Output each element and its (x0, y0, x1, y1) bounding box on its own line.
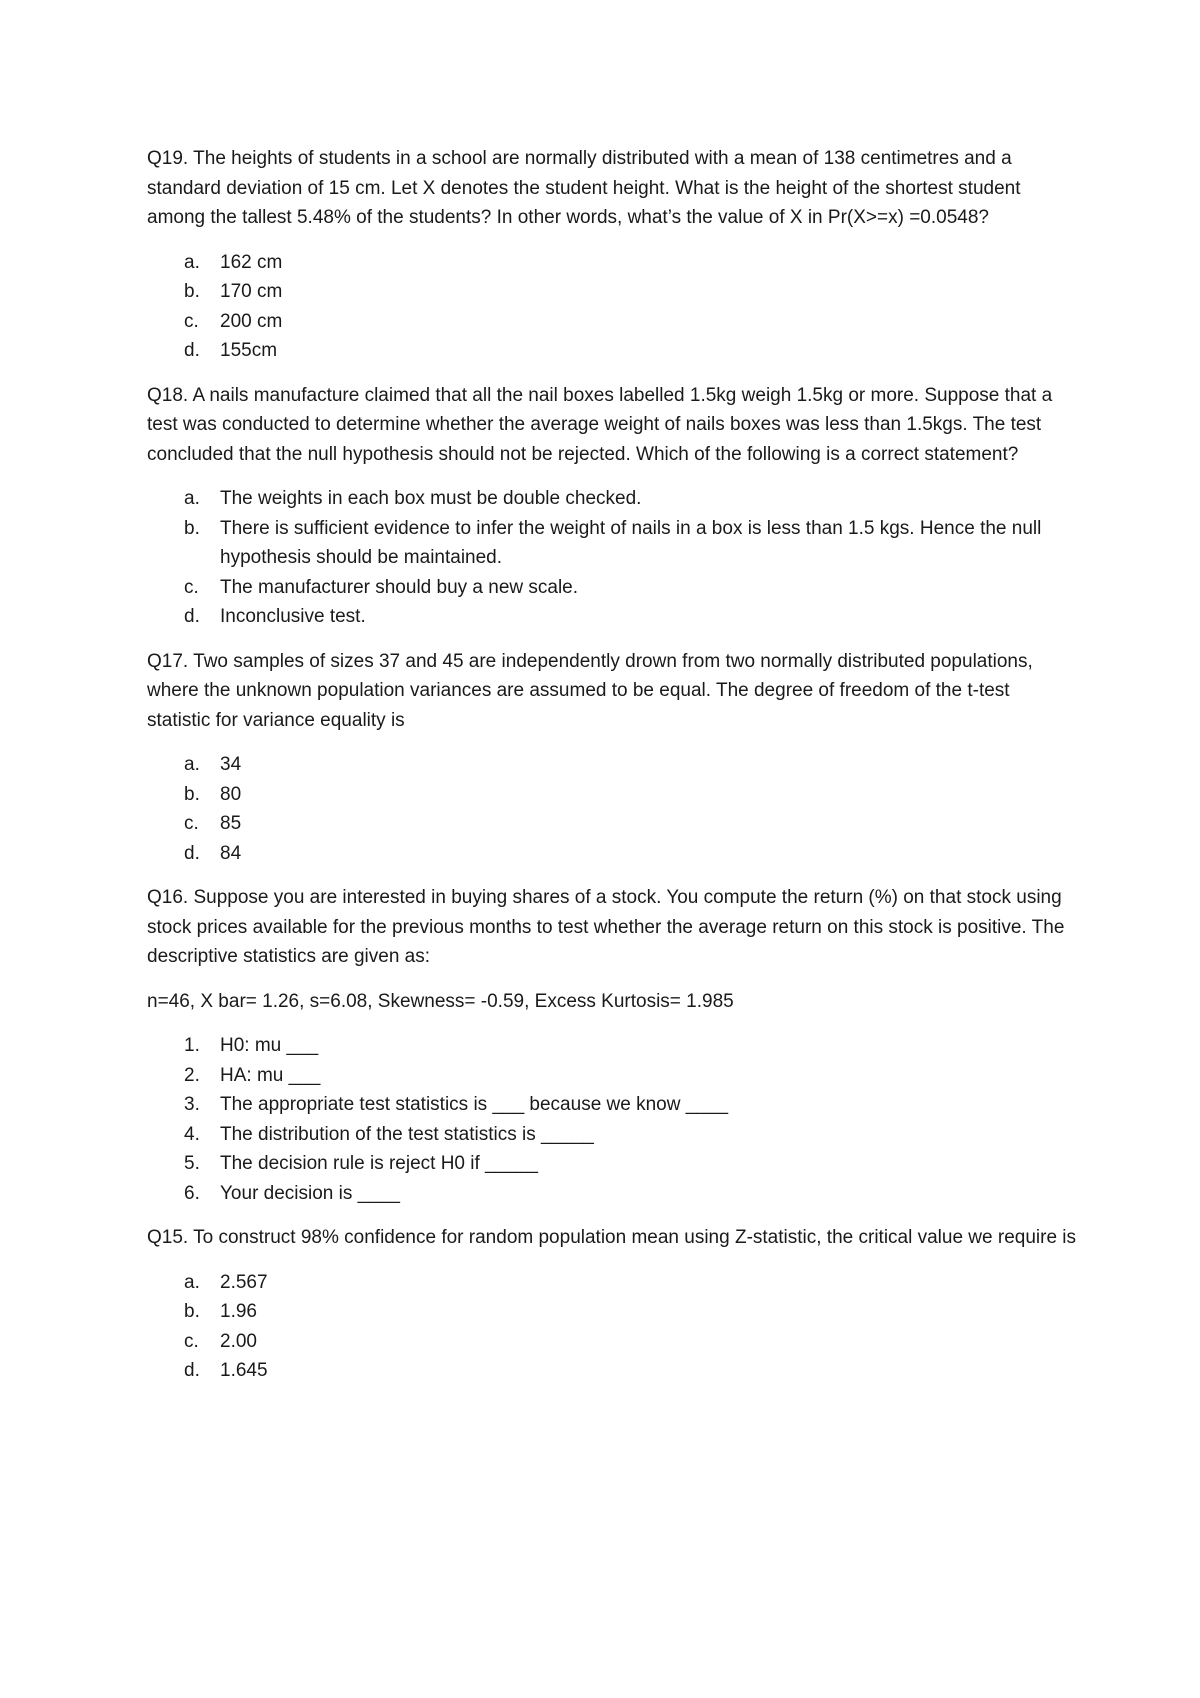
option-item (147, 1268, 1077, 1298)
option-item (147, 573, 1077, 603)
question-number: Q18. (147, 384, 189, 406)
options-list-q17 (147, 750, 1077, 868)
option-text: 200 cm (220, 310, 283, 332)
option-marker: d. (184, 1360, 200, 1381)
option-text: 2.00 (220, 1330, 257, 1352)
question-body: A nails manufacture claimed that all the nail boxes labelled 1.5kg weigh 1.5kg or more. Suppose that a test was conducted to determine whether the average weight of nails boxes was less than 1.5kgs. The test concluded that the null hypothesis should not be rejected. Which of the following is a correct statement? (147, 384, 1053, 465)
option-marker: c. (184, 813, 199, 834)
options-list-q16 (147, 1031, 1077, 1208)
question-number: Q17. (147, 650, 189, 672)
option-item (147, 307, 1077, 337)
option-marker: b. (184, 1301, 200, 1322)
option-marker: 4. (184, 1123, 200, 1145)
option-marker: b. (184, 517, 200, 539)
option-text: 34 (220, 754, 242, 775)
option-text: The manufacturer should buy a new scale. (220, 576, 579, 598)
option-item (147, 1179, 1077, 1209)
option-item (147, 514, 1077, 573)
question-text-q19 (147, 144, 1077, 233)
question-number: Q16. (147, 887, 189, 908)
option-item (147, 839, 1077, 869)
options-list-q15 (147, 1268, 1077, 1386)
option-marker: d. (184, 842, 200, 864)
question-body: The heights of students in a school are normally distributed with a mean of 138 centimetres and a standard deviation of 15 cm. Let X denotes the student height. What is the height of the shortest student among the tallest 5.48% of the students? In other words, what’s the value of X in Pr(X>=x) =0.0548? (147, 148, 1021, 228)
option-item (147, 1090, 1077, 1120)
question-body: Two samples of sizes 37 and 45 are independently drown from two normally distributed populations, where the unknown population variances are assumed to be equal. The degree of freedom of the t-test statistic for variance equality is (147, 650, 1033, 731)
option-text: HA: mu ___ (220, 1064, 321, 1086)
option-marker: c. (184, 310, 199, 332)
option-item (147, 1356, 1077, 1386)
option-text: The distribution of the test statistics is _____ (220, 1123, 594, 1145)
option-marker: 1. (184, 1035, 200, 1056)
option-text: 85 (220, 813, 242, 834)
option-text: 162 cm (220, 251, 283, 273)
option-marker: b. (184, 783, 200, 805)
option-item (147, 248, 1077, 278)
options-list-q19 (147, 248, 1077, 366)
option-text: The appropriate test statistics is ___ because we know ____ (220, 1094, 729, 1115)
question-block-q17 (147, 647, 1077, 869)
option-item (147, 336, 1077, 366)
question-block-q18 (147, 381, 1077, 632)
option-marker: c. (184, 1330, 199, 1352)
option-text: 170 cm (220, 281, 283, 302)
option-item (147, 1120, 1077, 1150)
question-number: Q15. (147, 1227, 189, 1248)
option-item (147, 780, 1077, 810)
option-item (147, 1149, 1077, 1179)
option-item (147, 277, 1077, 307)
question-text-q17 (147, 647, 1077, 736)
option-marker: 3. (184, 1094, 200, 1115)
option-text: 80 (220, 783, 242, 805)
option-text: The weights in each box must be double checked. (220, 488, 642, 509)
option-item (147, 1031, 1077, 1061)
question-body: Suppose you are interested in buying shares of a stock. You compute the return (%) on that stock using stock prices available for the previous months to test whether the average return on this stock is positive. The descriptive statistics are given as: (147, 887, 1065, 967)
option-text: 84 (220, 842, 242, 864)
question-text-q15 (147, 1223, 1077, 1253)
question-number: Q19. (147, 148, 189, 169)
option-text: H0: mu ___ (220, 1035, 319, 1056)
option-item (147, 750, 1077, 780)
option-marker: a. (184, 251, 200, 273)
option-item (147, 1327, 1077, 1357)
option-item (147, 484, 1077, 514)
option-text: There is sufficient evidence to infer the weight of nails in a box is less than 1.5 kgs. Hence the null hypothesis should be maintained. (220, 517, 1042, 568)
option-text: 1.645 (220, 1360, 268, 1381)
question-text-q18 (147, 381, 1077, 470)
option-marker: d. (184, 340, 200, 361)
option-marker: 2. (184, 1064, 200, 1086)
option-marker: a. (184, 754, 200, 775)
options-list-q18 (147, 484, 1077, 632)
option-text: 1.96 (220, 1301, 257, 1322)
option-text: The decision rule is reject H0 if _____ (220, 1153, 538, 1174)
option-marker: 6. (184, 1182, 200, 1204)
option-item (147, 1297, 1077, 1327)
question-block-q15 (147, 1223, 1077, 1386)
option-item (147, 602, 1077, 632)
option-marker: c. (184, 576, 199, 598)
option-text: Inconclusive test. (220, 606, 366, 627)
question-body: To construct 98% confidence for random population mean using Z-statistic, the critical value we require is (193, 1227, 1077, 1248)
option-marker: a. (184, 488, 200, 509)
descriptive-statistics-line: n=46, X bar= 1.26, s=6.08, Skewness= -0.59, Excess Kurtosis= 1.985 (147, 990, 734, 1012)
option-marker: d. (184, 606, 200, 627)
option-item (147, 1061, 1077, 1091)
document-content (147, 144, 1077, 1401)
option-item (147, 809, 1077, 839)
question-text-q16 (147, 883, 1077, 972)
option-text: 2.567 (220, 1271, 268, 1293)
question-block-q19 (147, 144, 1077, 366)
option-text: 155cm (220, 340, 278, 361)
option-text: Your decision is ____ (220, 1182, 400, 1204)
option-marker: b. (184, 281, 200, 302)
question-block-q16 (147, 883, 1077, 1208)
option-marker: a. (184, 1271, 200, 1293)
option-marker: 5. (184, 1153, 200, 1174)
